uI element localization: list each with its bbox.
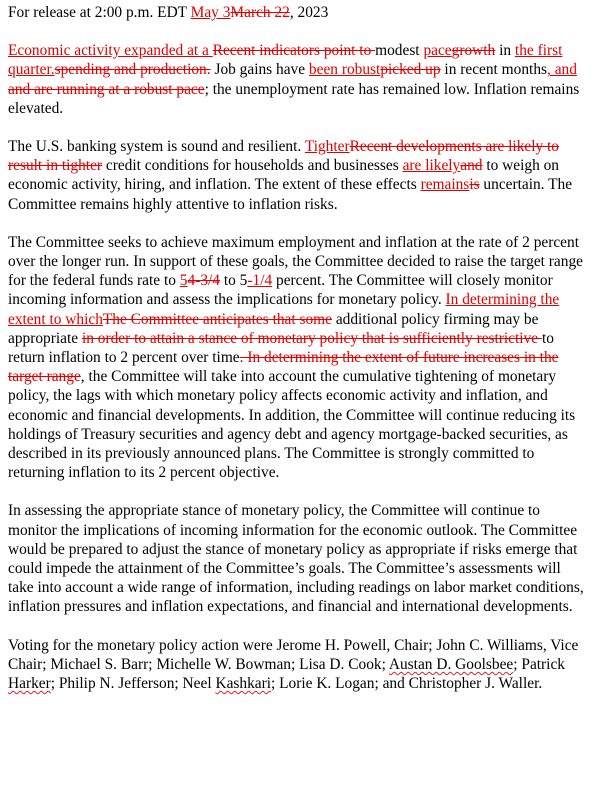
inserted-text: In determining the extent to which <box>8 291 560 328</box>
text-run: the unemployment rate has remained low. Inflation remains elevated. <box>8 80 580 117</box>
inserted-text: are likely <box>402 157 461 175</box>
text-run: in recent months <box>440 61 548 79</box>
inserted-text: , and <box>547 61 577 79</box>
text-run: additional policy firming may be appropriate <box>8 310 539 347</box>
deleted-text: . <box>239 349 244 367</box>
deleted-text: is <box>469 176 480 194</box>
text-run: The U.S. banking system is sound and resilient. <box>8 138 305 156</box>
text-run: Voting for the monetary policy action were Jerome H. Powell, Chair; John C. Williams, Vice Chair; Michael S. Barr; Michelle W. Bowman; Lisa D. Cook; <box>8 636 579 673</box>
deleted-date: March 22 <box>230 4 290 21</box>
text-run: , the Committee will take into account the cumulative tightening of monetary policy, the lags with which monetary policy affects economic activity and inflation, and economic and financial developments. In addition, the Committee will continue reducing its holdings of Treasury securities and agency debt and agency mortgage-backed securities, as described in its previously announced plans. The Committee is strongly committed to returning inflation to its 2 percent objective. <box>8 368 576 482</box>
deleted-text: growth <box>451 42 496 60</box>
inserted-text: Economic activity expanded at a <box>8 42 213 60</box>
inserted-text: remains <box>420 176 470 194</box>
inserted-text: pace <box>423 42 452 60</box>
paragraph-voting <box>8 636 588 694</box>
text-run: ; Philip N. Jefferson; Neel <box>50 675 216 693</box>
paragraph-policy-stance <box>8 501 588 616</box>
inserted-text: 5 <box>179 272 188 290</box>
deleted-text: picked up <box>380 61 441 79</box>
paragraph-economic-activity <box>8 41 588 118</box>
inserted-text: -1/4 <box>247 272 273 290</box>
release-line <box>8 3 588 22</box>
text-run: to weigh on economic activity, hiring, and inflation. The extent of these effects <box>8 157 560 194</box>
inserted-text: the first quarter. <box>8 42 563 79</box>
text-run: credit conditions for households and businesses <box>102 157 403 175</box>
text-run: uncertain. The Committee remains highly attentive to inflation risks. <box>8 176 573 213</box>
spellcheck-flagged-text: Harker <box>8 675 51 693</box>
spellcheck-flagged-text: Austan D. Goolsbee <box>388 655 514 673</box>
text-run: in <box>495 42 515 60</box>
spellcheck-flagged-text: Kashkari <box>215 675 272 693</box>
release-year: , 2023 <box>289 4 329 21</box>
deleted-text: Recent indicators point to <box>212 42 376 60</box>
deleted-text: and are running at a robust pace <box>8 80 205 98</box>
text-run: to 5 <box>220 272 248 290</box>
text-run: ; Patrick <box>513 655 565 673</box>
deleted-text: 4-3/4 <box>187 272 220 290</box>
deleted-text: The Committee anticipates that some <box>102 310 332 328</box>
deleted-text: in order to attain a stance of monetary policy that is sufficiently restrictive <box>81 329 542 347</box>
deleted-text: Recent developments are likely to result in tighter <box>8 138 560 175</box>
deleted-text: In determining the extent of future increases in the target range <box>8 349 559 386</box>
inserted-text: been robust <box>308 61 381 79</box>
paragraph-policy-decision <box>8 233 588 483</box>
text-run: Job gains have <box>210 61 309 79</box>
text-run: ; Lorie K. Logan; and Christopher J. Waller. <box>271 675 543 693</box>
text-run: percent. The Committee will closely monitor incoming information and assess the implications for monetary policy. <box>8 272 553 309</box>
paragraph-banking-system <box>8 137 588 214</box>
release-text: For release at 2:00 p.m. EDT <box>8 4 191 21</box>
inserted-text: Tighter <box>304 138 350 156</box>
deleted-text: and <box>460 157 483 175</box>
text-run: In assessing the appropriate stance of monetary policy, the Committee will continue to monitor the implications of incoming information for the economic outlook. The Committee would be prepared to adjust the stance of monetary policy as appropriate if risks emerge that could impede the attainment of the Committee’s goals. The Committee’s assessments will take into account a wide range of information, including readings on labor market conditions, inflation pressures and inflation expectations, and financial and international developments. <box>8 502 584 616</box>
inserted-date: May 3 <box>190 4 231 21</box>
text-run: The Committee seeks to achieve maximum employment and inflation at the rate of 2 percent over the longer run. In support of these goals, the Committee decided to raise the target range for the federal funds rate to <box>8 233 583 290</box>
deleted-text: spending and production. <box>54 61 211 79</box>
text-run: to return inflation to 2 percent over time <box>8 329 554 367</box>
text-run: ; <box>204 80 209 98</box>
text-run: modest <box>375 42 424 60</box>
